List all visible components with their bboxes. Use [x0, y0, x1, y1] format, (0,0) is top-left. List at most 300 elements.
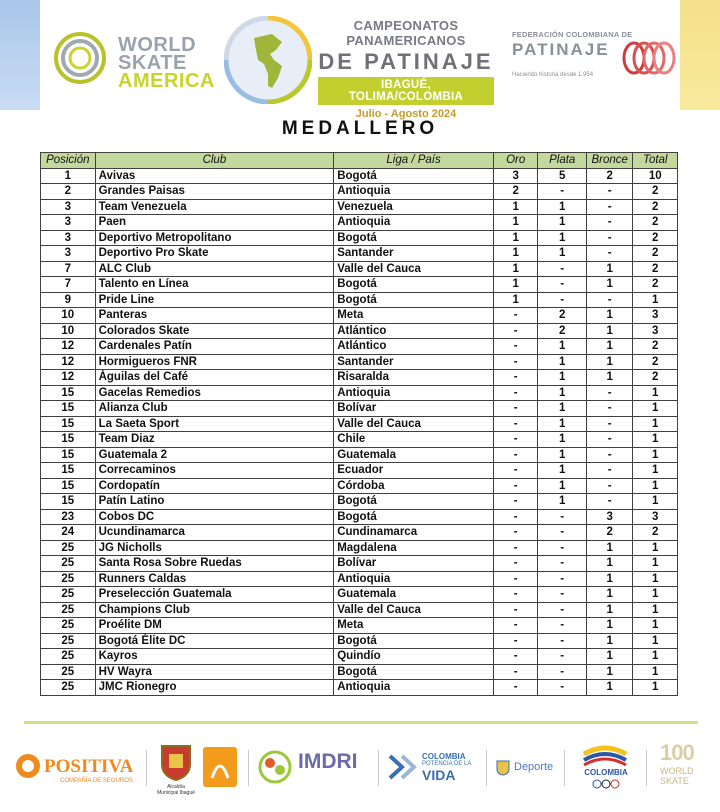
event-dates: Julio - Agosto 2024 [355, 108, 457, 120]
club-cell: Panteras [95, 308, 334, 324]
table-row [41, 680, 678, 696]
gold-cell: - [493, 385, 537, 401]
table-row [41, 463, 678, 479]
bronze-cell: 1 [586, 633, 633, 649]
club-cell: HV Wayra [95, 664, 334, 680]
total-cell: 2 [633, 277, 678, 293]
table-row [41, 416, 678, 432]
world-skate-rings-icon [52, 30, 108, 86]
position-cell: 25 [41, 680, 96, 696]
total-cell: 1 [633, 618, 678, 634]
league-cell: Bolívar [334, 401, 494, 417]
alcaldia-text: Alcaldía Municipal Ibagué [157, 784, 195, 796]
league-cell: Santander [334, 354, 494, 370]
total-cell: 3 [633, 323, 678, 339]
silver-cell: - [538, 602, 587, 618]
silver-cell: 1 [538, 385, 587, 401]
gold-cell: - [493, 602, 537, 618]
total-cell: 1 [633, 587, 678, 603]
club-cell: Colorados Skate [95, 323, 334, 339]
club-cell: Gacelas Remedios [95, 385, 334, 401]
bronze-cell: - [586, 416, 633, 432]
league-cell: Bogotá [334, 230, 494, 246]
league-cell: Meta [334, 308, 494, 324]
silver-cell: - [538, 587, 587, 603]
col-header-total: Total [633, 153, 678, 169]
gold-cell: - [493, 370, 537, 386]
table-row [41, 649, 678, 665]
world-skate-line1: WORLD [118, 34, 197, 56]
league-cell: Bogotá [334, 633, 494, 649]
silver-cell: - [538, 277, 587, 293]
header-right-band [680, 0, 720, 110]
position-cell: 3 [41, 246, 96, 262]
table-row [41, 509, 678, 525]
league-cell: Antioquia [334, 184, 494, 200]
gold-cell: - [493, 478, 537, 494]
total-cell: 1 [633, 540, 678, 556]
table-row [41, 571, 678, 587]
total-cell: 1 [633, 494, 678, 510]
page-title: MEDALLERO [281, 118, 439, 139]
silver-cell: - [538, 664, 587, 680]
bronze-cell: - [586, 401, 633, 417]
silver-cell: - [538, 540, 587, 556]
table-row [41, 215, 678, 231]
bronze-cell: - [586, 447, 633, 463]
position-cell: 15 [41, 432, 96, 448]
world-skate-line3: AMERICA [118, 70, 215, 92]
league-cell: Guatemala [334, 587, 494, 603]
event-title-block [318, 18, 494, 120]
club-cell: Santa Rosa Sobre Ruedas [95, 556, 334, 572]
colombia-vida-logo [388, 738, 480, 800]
club-cell: Ucundinamarca [95, 525, 334, 541]
gold-cell: - [493, 432, 537, 448]
total-cell: 1 [633, 478, 678, 494]
club-cell: Champions Club [95, 602, 334, 618]
table-row [41, 494, 678, 510]
position-cell: 25 [41, 540, 96, 556]
gold-cell: - [493, 323, 537, 339]
club-cell: JG Nicholls [95, 540, 334, 556]
event-title-line2: DE PATINAJE [318, 49, 494, 74]
bronze-cell: 1 [586, 323, 633, 339]
league-cell: Antioquia [334, 571, 494, 587]
total-cell: 1 [633, 649, 678, 665]
gold-cell: 1 [493, 246, 537, 262]
league-cell: Bogotá [334, 292, 494, 308]
position-cell: 15 [41, 463, 96, 479]
silver-cell: 1 [538, 354, 587, 370]
league-cell: Bogotá [334, 277, 494, 293]
total-cell: 1 [633, 463, 678, 479]
club-cell: Bogotá Élite DC [95, 633, 334, 649]
position-cell: 7 [41, 261, 96, 277]
gold-cell: - [493, 525, 537, 541]
club-cell: Alianza Club [95, 401, 334, 417]
total-cell: 2 [633, 339, 678, 355]
position-cell: 25 [41, 602, 96, 618]
sponsor-footer [0, 738, 720, 808]
total-cell: 2 [633, 184, 678, 200]
event-title-line1: CAMPEONATOS PANAMERICANOS [346, 18, 466, 48]
club-cell: Hormigueros FNR [95, 354, 334, 370]
total-cell: 2 [633, 354, 678, 370]
table-row [41, 556, 678, 572]
gold-cell: - [493, 540, 537, 556]
position-cell: 25 [41, 556, 96, 572]
bronze-cell: 1 [586, 354, 633, 370]
table-row [41, 618, 678, 634]
gold-cell: - [493, 571, 537, 587]
league-cell: Guatemala [334, 447, 494, 463]
silver-cell: 1 [538, 215, 587, 231]
bronze-cell: 1 [586, 540, 633, 556]
colombia-olympic-logo [574, 738, 638, 800]
gold-cell: 1 [493, 261, 537, 277]
position-cell: 25 [41, 664, 96, 680]
league-cell: Risaralda [334, 370, 494, 386]
table-row [41, 323, 678, 339]
position-cell: 15 [41, 478, 96, 494]
position-cell: 24 [41, 525, 96, 541]
gold-cell: 2 [493, 184, 537, 200]
footer-separator [646, 750, 647, 786]
position-cell: 15 [41, 494, 96, 510]
club-cell: Avivas [95, 168, 334, 184]
world-skate-america-logo [52, 30, 215, 92]
position-cell: 23 [41, 509, 96, 525]
deporte-text: Deporte [514, 761, 554, 773]
club-cell: Deportivo Pro Skate [95, 246, 334, 262]
positiva-logo [14, 738, 140, 800]
league-cell: Atlántico [334, 323, 494, 339]
gold-cell: - [493, 556, 537, 572]
total-cell: 2 [633, 246, 678, 262]
league-cell: Antioquia [334, 215, 494, 231]
club-cell: ALC Club [95, 261, 334, 277]
silver-cell: 1 [538, 494, 587, 510]
world-skate-100-logo [654, 738, 710, 800]
league-cell: Bogotá [334, 494, 494, 510]
league-cell: Quindío [334, 649, 494, 665]
alcaldia-logo [156, 738, 196, 800]
total-cell: 2 [633, 199, 678, 215]
orange-badge-logo [202, 738, 238, 800]
bronze-cell: - [586, 478, 633, 494]
total-cell: 3 [633, 308, 678, 324]
silver-cell: 1 [538, 246, 587, 262]
positiva-subtext: COMPAÑÍA DE SEGUROS [60, 778, 133, 784]
gold-cell: - [493, 308, 537, 324]
bronze-cell: - [586, 184, 633, 200]
club-cell: Preselección Guatemala [95, 587, 334, 603]
bronze-cell: 1 [586, 680, 633, 696]
table-row [41, 664, 678, 680]
league-cell: Córdoba [334, 478, 494, 494]
silver-cell: 1 [538, 230, 587, 246]
gold-cell: - [493, 401, 537, 417]
position-cell: 15 [41, 416, 96, 432]
club-cell: Cobos DC [95, 509, 334, 525]
position-cell: 1 [41, 168, 96, 184]
footer-separator [378, 750, 379, 786]
imdri-logo [258, 738, 370, 800]
federation-big-text: PATINAJE [512, 40, 610, 59]
table-header-row [41, 153, 678, 169]
silver-cell: 2 [538, 323, 587, 339]
federation-tagline: Haciendo historia desde 1.954 [512, 72, 594, 78]
league-cell: Valle del Cauca [334, 261, 494, 277]
total-cell: 1 [633, 556, 678, 572]
bronze-cell: 1 [586, 339, 633, 355]
position-cell: 15 [41, 447, 96, 463]
silver-cell: - [538, 525, 587, 541]
league-cell: Bolívar [334, 556, 494, 572]
position-cell: 25 [41, 571, 96, 587]
total-cell: 1 [633, 401, 678, 417]
silver-cell: - [538, 649, 587, 665]
silver-cell: - [538, 633, 587, 649]
club-cell: Águilas del Café [95, 370, 334, 386]
medal-table [40, 152, 678, 696]
silver-cell: 1 [538, 432, 587, 448]
footer-separator [146, 750, 147, 786]
gold-cell: 1 [493, 230, 537, 246]
colombia-flag-icon [582, 744, 628, 768]
header-left-band [0, 0, 40, 110]
bronze-cell: 1 [586, 277, 633, 293]
header-banner [0, 0, 720, 120]
position-cell: 12 [41, 370, 96, 386]
club-cell: Proélite DM [95, 618, 334, 634]
positiva-sun-icon [14, 752, 42, 780]
olympic-rings-icon [592, 779, 620, 791]
league-cell: Valle del Cauca [334, 602, 494, 618]
colombia-vida-line3: VIDA [422, 767, 456, 783]
bronze-cell: 1 [586, 556, 633, 572]
bronze-cell: - [586, 246, 633, 262]
bronze-cell: 1 [586, 261, 633, 277]
table-row [41, 385, 678, 401]
gold-cell: - [493, 680, 537, 696]
club-cell: Correcaminos [95, 463, 334, 479]
table-row [41, 525, 678, 541]
club-cell: JMC Rionegro [95, 680, 334, 696]
bronze-cell: - [586, 230, 633, 246]
federation-small-text: FEDERACIÓN COLOMBIANA DE [512, 30, 633, 39]
position-cell: 15 [41, 401, 96, 417]
silver-cell: 1 [538, 370, 587, 386]
gold-cell: - [493, 649, 537, 665]
silver-cell: 2 [538, 308, 587, 324]
league-cell: Atlántico [334, 339, 494, 355]
gold-cell: - [493, 339, 537, 355]
imdri-circle-icon [258, 750, 292, 784]
table-row [41, 370, 678, 386]
silver-cell: 1 [538, 401, 587, 417]
silver-cell: 1 [538, 339, 587, 355]
club-cell: Cordopatín [95, 478, 334, 494]
imdri-text: IMDRI [298, 750, 358, 773]
footer-separator [486, 750, 487, 786]
total-cell: 1 [633, 664, 678, 680]
bronze-cell: 1 [586, 571, 633, 587]
americas-globe-icon [224, 16, 312, 104]
total-cell: 1 [633, 602, 678, 618]
table-row [41, 432, 678, 448]
gold-cell: - [493, 463, 537, 479]
footer-divider [24, 721, 698, 724]
bronze-cell: 1 [586, 602, 633, 618]
club-cell: La Saeta Sport [95, 416, 334, 432]
gold-cell: - [493, 618, 537, 634]
gold-cell: - [493, 587, 537, 603]
silver-cell: 1 [538, 416, 587, 432]
table-row [41, 447, 678, 463]
total-cell: 2 [633, 230, 678, 246]
table-row [41, 339, 678, 355]
table-row [41, 633, 678, 649]
total-cell: 1 [633, 447, 678, 463]
world-skate-100-line2: SKATE [660, 776, 689, 786]
total-cell: 1 [633, 416, 678, 432]
deporte-shield-icon [496, 760, 510, 776]
silver-cell: - [538, 509, 587, 525]
silver-cell: - [538, 184, 587, 200]
club-cell: Cardenales Patín [95, 339, 334, 355]
silver-cell: 1 [538, 447, 587, 463]
position-cell: 25 [41, 587, 96, 603]
league-cell: Meta [334, 618, 494, 634]
col-header-league: Liga / País [334, 153, 494, 169]
gold-cell: 1 [493, 277, 537, 293]
gold-cell: - [493, 494, 537, 510]
bronze-cell: 1 [586, 587, 633, 603]
ibague-shield-icon [160, 744, 192, 782]
league-cell: Cundinamarca [334, 525, 494, 541]
club-cell: Patín Latino [95, 494, 334, 510]
table-row [41, 540, 678, 556]
club-cell: Guatemala 2 [95, 447, 334, 463]
col-header-club: Club [95, 153, 334, 169]
bronze-cell: - [586, 385, 633, 401]
bronze-cell: 2 [586, 525, 633, 541]
total-cell: 1 [633, 680, 678, 696]
federation-rings-icon [620, 38, 680, 78]
table-row [41, 168, 678, 184]
bronze-cell: 2 [586, 168, 633, 184]
deporte-logo [496, 738, 558, 800]
silver-cell: - [538, 261, 587, 277]
table-row [41, 354, 678, 370]
league-cell: Chile [334, 432, 494, 448]
gold-cell: - [493, 664, 537, 680]
table-row [41, 292, 678, 308]
gold-cell: 3 [493, 168, 537, 184]
bronze-cell: 1 [586, 618, 633, 634]
league-cell: Valle del Cauca [334, 416, 494, 432]
position-cell: 15 [41, 385, 96, 401]
gold-cell: 1 [493, 199, 537, 215]
position-cell: 7 [41, 277, 96, 293]
silver-cell: - [538, 556, 587, 572]
table-row [41, 184, 678, 200]
gold-cell: - [493, 354, 537, 370]
total-cell: 3 [633, 509, 678, 525]
total-cell: 2 [633, 370, 678, 386]
club-cell: Deportivo Metropolitano [95, 230, 334, 246]
total-cell: 1 [633, 633, 678, 649]
world-skate-100-line1: WORLD [660, 766, 694, 776]
total-cell: 2 [633, 525, 678, 541]
league-cell: Ecuador [334, 463, 494, 479]
table-row [41, 478, 678, 494]
club-cell: Team Diaz [95, 432, 334, 448]
total-cell: 1 [633, 571, 678, 587]
federation-logo [512, 30, 672, 90]
position-cell: 10 [41, 308, 96, 324]
bronze-cell: - [586, 292, 633, 308]
table-row [41, 277, 678, 293]
silver-cell: 1 [538, 463, 587, 479]
bronze-cell: - [586, 432, 633, 448]
league-cell: Antioquia [334, 385, 494, 401]
total-cell: 1 [633, 292, 678, 308]
position-cell: 3 [41, 230, 96, 246]
table-row [41, 199, 678, 215]
gold-cell: - [493, 509, 537, 525]
positiva-text: POSITIVA [44, 756, 134, 777]
silver-cell: 1 [538, 478, 587, 494]
footer-separator [564, 750, 565, 786]
col-header-position: Posición [41, 153, 96, 169]
total-cell: 2 [633, 215, 678, 231]
footer-separator [248, 750, 249, 786]
position-cell: 12 [41, 339, 96, 355]
bronze-cell: 1 [586, 664, 633, 680]
bronze-cell: - [586, 463, 633, 479]
silver-cell: - [538, 680, 587, 696]
club-cell: Paen [95, 215, 334, 231]
colombia-vida-line1: COLOMBIA [422, 752, 466, 761]
bronze-cell: 3 [586, 509, 633, 525]
silver-cell: - [538, 618, 587, 634]
gold-cell: 1 [493, 292, 537, 308]
total-cell: 2 [633, 261, 678, 277]
col-header-gold: Oro [493, 153, 537, 169]
position-cell: 12 [41, 354, 96, 370]
gold-cell: 1 [493, 215, 537, 231]
bronze-cell: - [586, 199, 633, 215]
club-cell: Team Venezuela [95, 199, 334, 215]
silver-cell: 1 [538, 199, 587, 215]
table-row [41, 230, 678, 246]
gold-cell: - [493, 447, 537, 463]
colombia-vida-arrows-icon [388, 754, 418, 780]
table-row [41, 587, 678, 603]
league-cell: Santander [334, 246, 494, 262]
position-cell: 3 [41, 215, 96, 231]
col-header-silver: Plata [538, 153, 587, 169]
league-cell: Magdalena [334, 540, 494, 556]
col-header-bronze: Bronce [586, 153, 633, 169]
table-row [41, 261, 678, 277]
world-skate-100-number: 100 [660, 740, 694, 765]
total-cell: 1 [633, 385, 678, 401]
league-cell: Venezuela [334, 199, 494, 215]
